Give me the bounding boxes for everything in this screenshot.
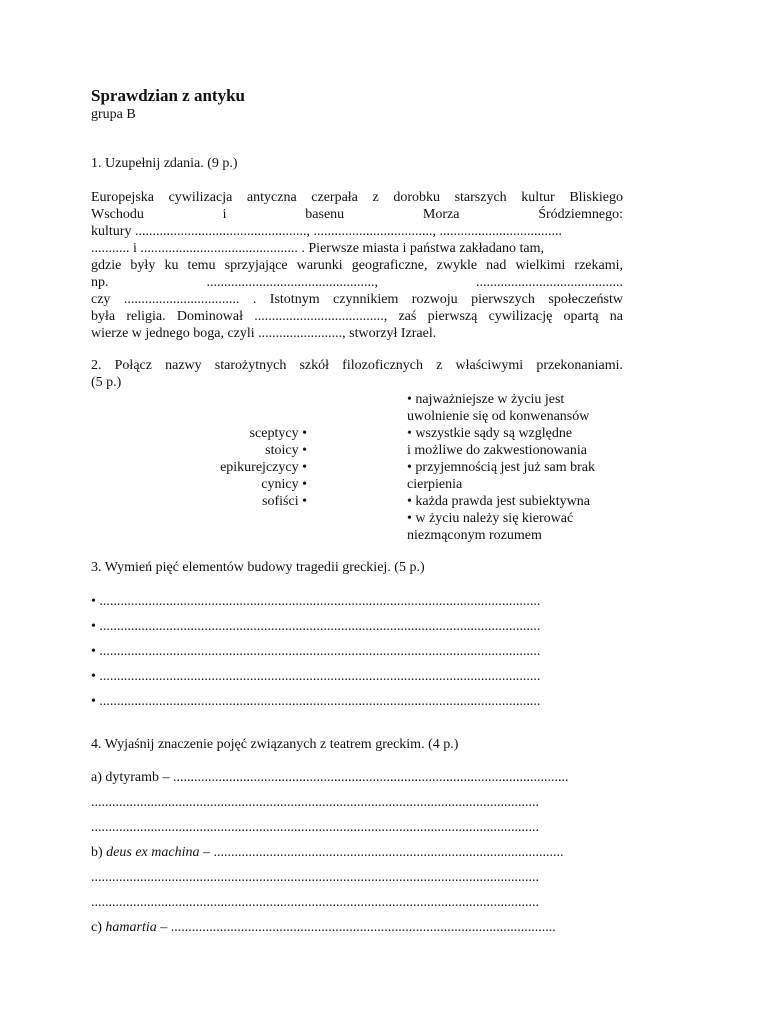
answer-line[interactable]: ................................................................................................................................ <box>91 870 539 885</box>
school-item[interactable]: epikurejczycy • <box>220 460 307 475</box>
belief-line: niezmąconym rozumem <box>407 528 542 543</box>
q1-line: kultury ................................................., .................................., ................................... <box>91 224 562 239</box>
q1-line: np. ................................................, .......................................... <box>91 275 623 290</box>
answer-line[interactable]: • .............................................................................................................................. <box>91 644 541 659</box>
answer-line[interactable]: ................................................................................................................................ <box>91 895 539 910</box>
definition-c <box>91 919 623 936</box>
q2-heading <box>91 357 623 391</box>
school-item[interactable]: cynicy • <box>261 477 307 492</box>
school-item[interactable]: stoicy • <box>265 443 307 458</box>
answer-line[interactable]: ................................................................................................................................ <box>91 820 539 835</box>
term-c-prefix: c) <box>91 920 106 935</box>
answer-line[interactable]: • .............................................................................................................................. <box>91 669 541 684</box>
q1-heading: 1. Uzupełnij zdania. (9 p.) <box>91 156 238 171</box>
belief-line[interactable]: • wszystkie sądy są względne <box>407 426 573 441</box>
page-title: Sprawdzian z antyku <box>91 86 245 105</box>
q1-line: była religia. Dominował ....................................., zaś pierwszą cywilizację opartą na <box>91 309 623 324</box>
q3-heading: 3. Wymień pięć elementów budowy tragedii greckiej. (5 p.) <box>91 560 425 575</box>
q1-line: ........... i ............................................. . Pierwsze miasta i państwa zakładano tam, <box>91 241 544 256</box>
answer-line[interactable]: ................................................................................................................................ <box>91 795 539 810</box>
belief-line[interactable]: • w życiu należy się kierować <box>407 511 574 526</box>
answer-line[interactable]: • .............................................................................................................................. <box>91 594 541 609</box>
answer-dots[interactable]: ................................................................................................................. <box>173 770 569 785</box>
definition-b <box>91 844 623 861</box>
school-item[interactable]: sceptycy • <box>249 426 307 441</box>
q2-heading-points: (5 p.) <box>91 375 122 390</box>
beliefs-column <box>407 391 647 544</box>
q4-heading: 4. Wyjaśnij znaczenie pojęć związanych z teatrem greckim. (4 p.) <box>91 737 459 752</box>
q1-line: czy ................................. . Istotnym czynnikiem rozwoju pierwszych społeczeństw <box>91 292 623 307</box>
belief-line[interactable]: • każda prawda jest subiektywna <box>407 494 590 509</box>
belief-line[interactable]: • przyjemnością jest już sam brak <box>407 460 596 475</box>
belief-line: i możliwe do zakwestionowania <box>407 443 588 458</box>
belief-line: cierpienia <box>407 477 463 492</box>
term-c-dash: – <box>156 920 171 935</box>
header <box>91 86 623 123</box>
answer-dots[interactable]: .............................................................................................................. <box>170 920 556 935</box>
term-c: hamartia <box>105 920 157 935</box>
q1-line: Wschodu i basenu Morza Śródziemnego: <box>91 207 623 222</box>
school-item[interactable]: sofiści • <box>262 494 307 509</box>
term-a-label: a) dytyramb – <box>91 770 174 785</box>
term-b-prefix: b) <box>91 845 107 860</box>
q1-line: wierze w jednego boga, czyli ........................, stworzył Izrael. <box>91 326 437 341</box>
definition-a <box>91 769 623 786</box>
q1-text <box>91 189 623 342</box>
belief-line[interactable]: • najważniejsze w życiu jest <box>407 392 565 407</box>
q2-heading-line: 2. Połącz nazwy starożytnych szkół filozoficznych z właściwymi przekonaniami. <box>91 358 623 373</box>
term-b: deus ex machina <box>106 845 200 860</box>
schools-column <box>91 425 307 510</box>
belief-line: uwolnienie się od konwenansów <box>407 409 590 424</box>
q1-line: Europejska cywilizacja antyczna czerpała z dorobku starszych kultur Bliskiego <box>91 190 623 205</box>
matching-exercise <box>91 391 623 541</box>
term-b-dash: – <box>199 845 214 860</box>
q1-line: gdzie były ku temu sprzyjające warunki geograficzne, zwykle nad wielkimi rzekami, <box>91 258 623 273</box>
group-label: grupa B <box>91 107 136 122</box>
answer-line[interactable]: • .............................................................................................................................. <box>91 694 541 709</box>
answer-line[interactable]: • .............................................................................................................................. <box>91 619 541 634</box>
answer-dots[interactable]: .................................................................................................... <box>213 845 564 860</box>
